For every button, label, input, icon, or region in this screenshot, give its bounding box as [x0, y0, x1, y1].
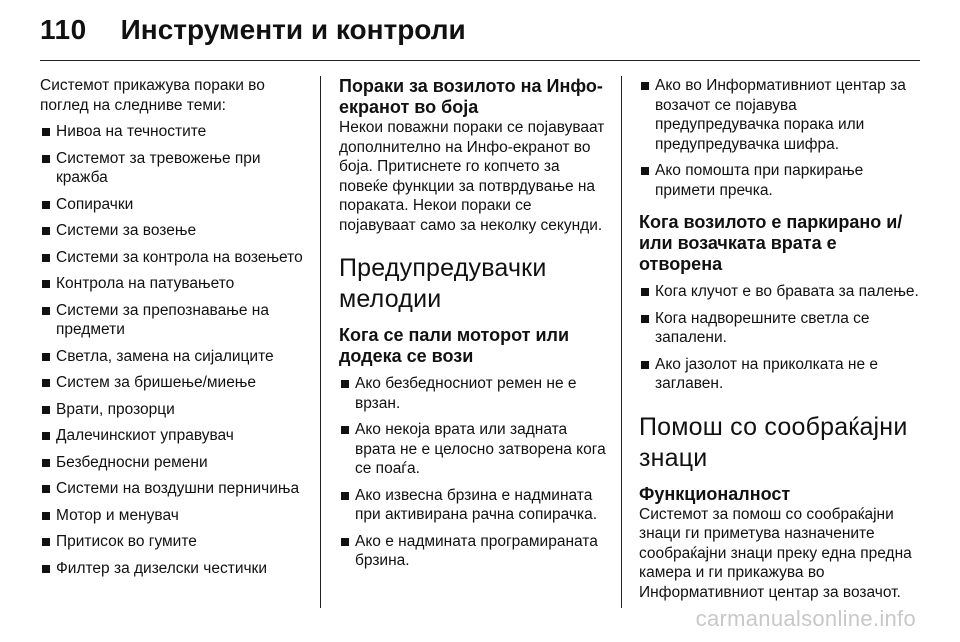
list-item: Светла, замена на сијалиците	[40, 347, 308, 367]
list-item: Ако е надмината програмираната брзина.	[339, 532, 611, 571]
column-divider-2	[621, 76, 622, 608]
section-heading-traffic-sign-assist: Помош со сообраќајни знаци	[639, 412, 908, 472]
column-2	[339, 76, 611, 571]
list-item: Системот за тревожење при кражба	[40, 149, 308, 188]
list-item: Кога надворешните светла се запалени.	[639, 309, 921, 348]
list-item: Безбедносни ремени	[40, 453, 308, 473]
list-item: Ако безбедносниот ремен не е врзан.	[339, 374, 611, 413]
list-item: Ако помошта при паркирање примети пречка.	[639, 161, 921, 200]
subheading-functionality: Функционалност	[639, 483, 791, 504]
list-item: Притисок во гумите	[40, 532, 308, 552]
list-item: Сопирачки	[40, 195, 308, 215]
subheading-parked: Кога возилото е паркирано и/или возачката врата е отворена	[639, 212, 903, 274]
list-item: Филтер за дизелски честички	[40, 559, 308, 579]
list-item: Системи на воздушни перничиња	[40, 479, 308, 499]
list-item: Врати, прозорци	[40, 400, 308, 420]
column-3	[639, 76, 921, 602]
list-item: Мотор и менувач	[40, 506, 308, 526]
paragraph-vehicle-messages: Некои поважни пораки се појавуваат дополнително на Инфо-екранот во боја. Притиснете го копчето за повеќе функции за потврдување на пораката. Некои пораки се појавуваат само за неколку секунди.	[339, 119, 605, 234]
list-item: Систем за бришење/миење	[40, 373, 308, 393]
page-number: 110	[40, 14, 87, 45]
paragraph-functionality: Системот за помош со сообраќајни знаци ги приметува назначените сообраќајни знаци преку една предна камера и ги прикажува во Информативниот центар за возачот.	[639, 505, 912, 601]
chime-list-continued	[639, 76, 921, 200]
list-item: Системи за возење	[40, 221, 308, 241]
column-divider-1	[320, 76, 321, 608]
page-header	[40, 14, 466, 54]
topic-list	[40, 122, 308, 578]
intro-text: Системот прикажува пораки во поглед на следниве теми:	[40, 77, 265, 114]
list-item: Контрола на патувањето	[40, 274, 308, 294]
column-1	[40, 76, 308, 578]
list-item: Ако некоја врата или задната врата не е целосно затворена кога се поаѓа.	[339, 420, 611, 479]
list-item: Кога клучот е во бравата за палење.	[639, 282, 921, 302]
list-item: Ако во Информативниот центар за возачот се појавува предупредувачка порака или предупредувачка шифра.	[639, 76, 921, 154]
section-heading-warning-chimes: Предупредувачки мелодии	[339, 254, 547, 313]
list-item: Ако извесна брзина е надмината при активирана рачна сопирачка.	[339, 486, 611, 525]
list-item: Системи за контрола на возењето	[40, 248, 308, 268]
list-item: Ако јазолот на приколката не е заглавен.	[639, 355, 921, 394]
page-title: Инструменти и контроли	[120, 14, 466, 45]
section-heading-vehicle-messages: Пораки за возилото на Инфо-екранот во боја	[339, 76, 603, 117]
list-item: Далечинскиот управувач	[40, 426, 308, 446]
watermark: carmanualsonline.info	[695, 606, 916, 631]
header-rule	[40, 60, 920, 61]
chime-list	[339, 374, 611, 571]
list-item: Нивоа на течностите	[40, 122, 308, 142]
list-item: Системи за препознавање на предмети	[40, 301, 308, 340]
subheading-while-driving: Кога се пали моторот или додека се вози	[339, 325, 570, 366]
parked-list	[639, 282, 921, 394]
